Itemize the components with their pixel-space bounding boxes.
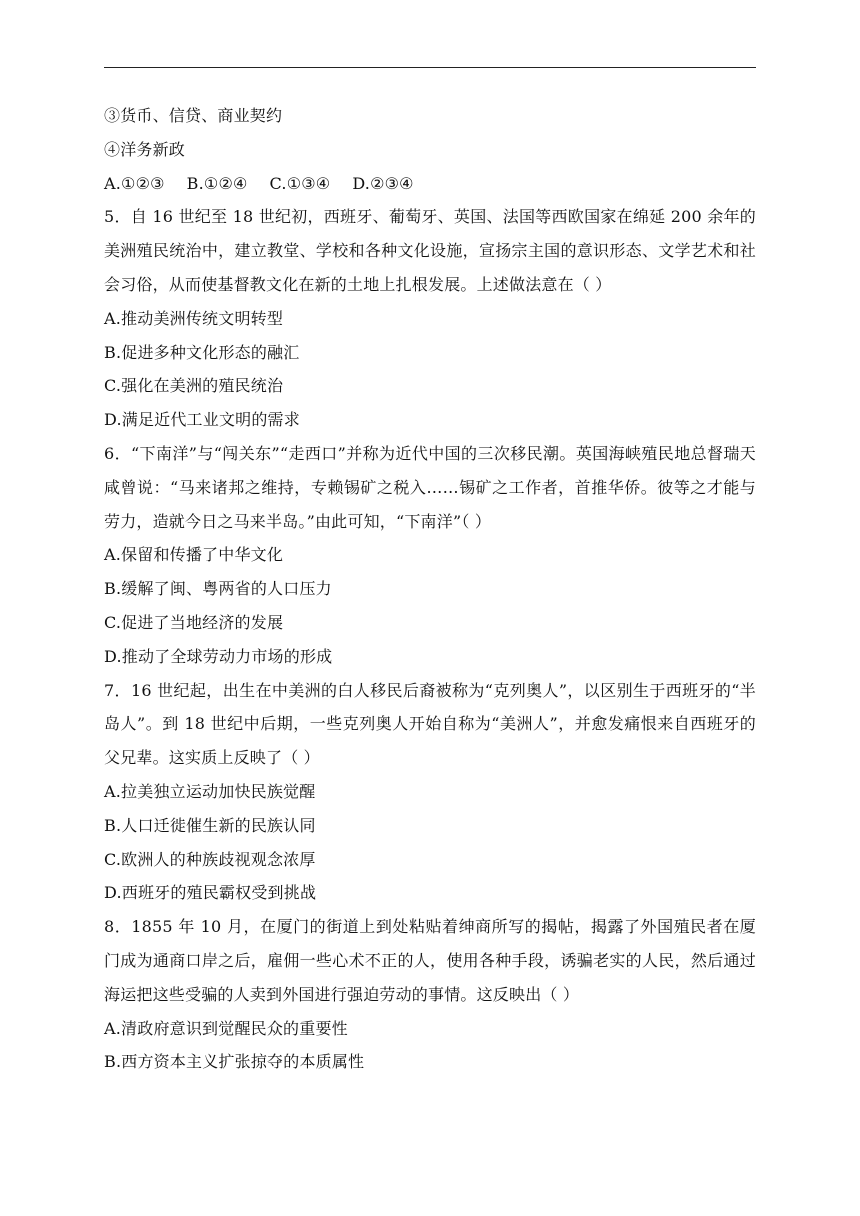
q4-choices: [104, 167, 756, 201]
q6-option-c: C.促进了当地经济的发展: [104, 612, 284, 632]
q5-option-d: D.满足近代工业文明的需求: [104, 410, 300, 430]
q8-stem: 8．1855 年 10 月，在厦门的街道上到处粘贴着绅商所写的揭帖，揭露了外国殖民者在厦门成为通商口岸之后，雇佣一些心术不正的人，使用各种手段，诱骗老实的人民，然后通过海运把这些受骗的人卖到外国进行强迫劳动的事情。这反映出（ ）: [104, 917, 756, 1004]
q4-choice-b: B.①②④: [186, 173, 248, 193]
q5-option-c: C.强化在美洲的殖民统治: [104, 376, 284, 396]
q7-option-b: B.人口迁徙催生新的民族认同: [104, 815, 316, 835]
q8-option-b: B.西方资本主义扩张掠夺的本质属性: [104, 1052, 365, 1072]
q4-choice-a: A.①②③: [104, 173, 165, 193]
q5-option-a: A.推动美洲传统文明转型: [104, 308, 284, 328]
header-rule: [104, 67, 756, 68]
q6-stem: 6．“下南洋”与“闯关东”“走西口”并称为近代中国的三次移民潮。英国海峡殖民地总督瑞天咸曾说：“马来诸邦之维持，专赖锡矿之税入……锡矿之工作者，首推华侨。彼等之才能与劳力，造就今日之马来半岛。”由此可知，“下南洋”（ ）: [104, 443, 756, 531]
q4-choice-d: D.②③④: [352, 173, 414, 193]
q7-option-c: C.欧洲人的种族歧视观念浓厚: [104, 849, 316, 869]
q5-stem: 5．自 16 世纪至 18 世纪初，西班牙、葡萄牙、英国、法国等西欧国家在绵延 200 余年的美洲殖民统治中，建立教堂、学校和各种文化设施，宣扬宗主国的意识形态、文学艺术和社会习俗，从而使基督教文化在新的土地上扎根发展。上述做法意在（ ）: [104, 207, 756, 294]
q8-option-a: A.清政府意识到觉醒民众的重要性: [104, 1018, 348, 1038]
q4-choice-c: C.①③④: [269, 173, 331, 193]
exam-page-content: [104, 99, 756, 1079]
q5-option-b: B.促进多种文化形态的融汇: [104, 342, 300, 362]
q6-option-d: D.推动了全球劳动力市场的形成: [104, 646, 333, 666]
q4-item-3: ③货币、信贷、商业契约: [104, 106, 283, 125]
q7-option-d: D.西班牙的殖民霸权受到挑战: [104, 883, 317, 903]
q7-stem: 7．16 世纪起，出生在中美洲的白人移民后裔被称为“克列奥人”，以区别生于西班牙的“半岛人”。到 18 世纪中后期，一些克列奥人开始自称为“美洲人”，并愈发痛恨来自西班牙的父兄辈。这实质上反映了（ ）: [104, 680, 756, 768]
q6-option-b: B.缓解了闽、粤两省的人口压力: [104, 579, 332, 599]
q6-option-a: A.保留和传播了中华文化: [104, 545, 284, 565]
q7-option-a: A.拉美独立运动加快民族觉醒: [104, 781, 316, 801]
q4-item-4: ④洋务新政: [104, 139, 186, 159]
